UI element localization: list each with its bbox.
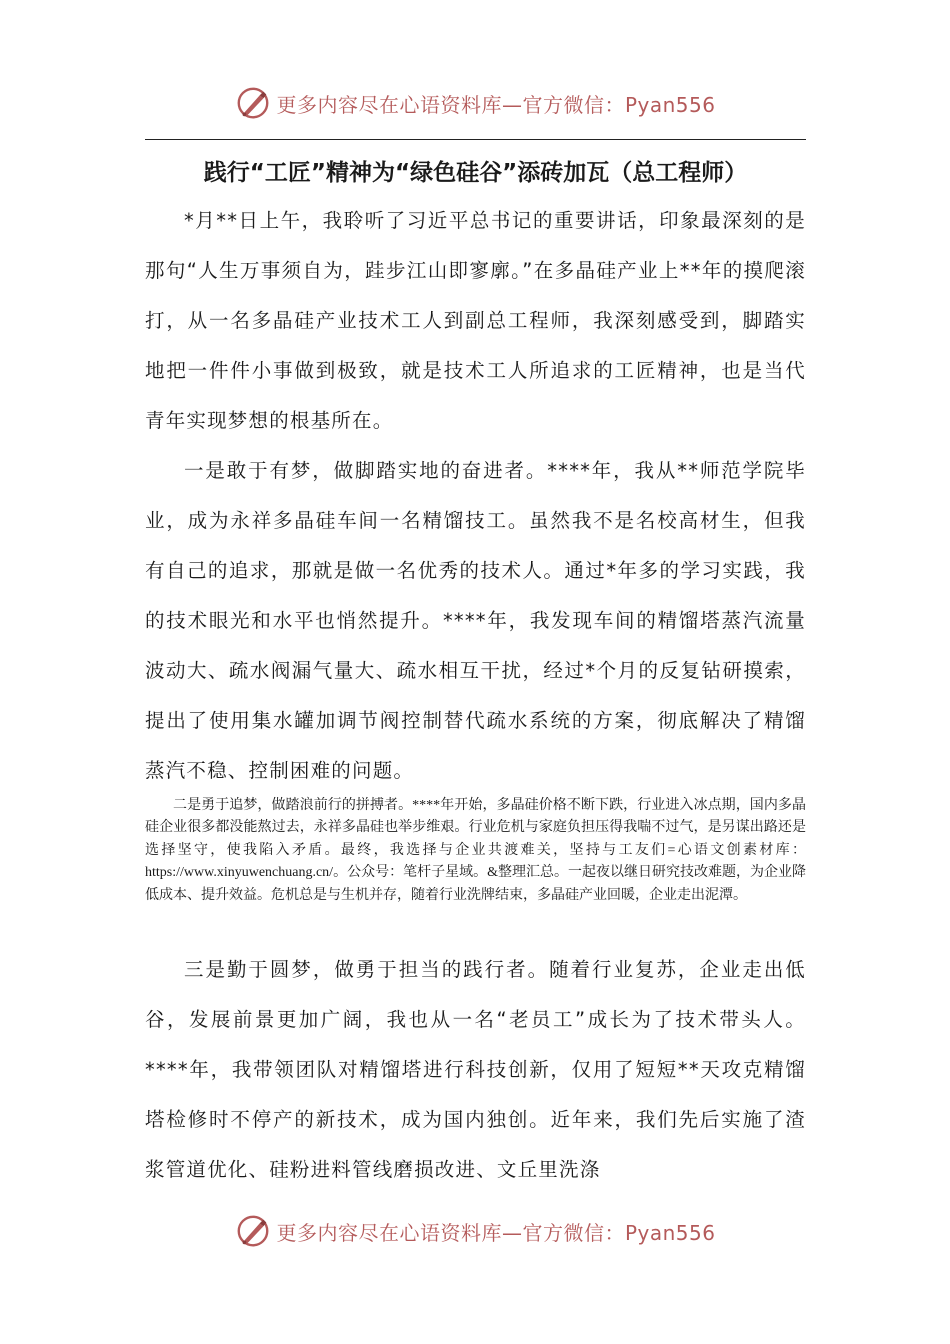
paragraph-fulfill: 三是勤于圆梦，做勇于担当的践行者。随着行业复苏，企业走出低谷，发展前景更加广阔，我也从一名“老员工”成长为了技术带头人。****年，我带领团队对精馏塔进行科技创新，仅用了短短**天攻克精馏塔检修时不停产的新技术，成为国内独创。近年来，我们先后实施了渣浆管道优化、硅粉进料管线磨损改进、文丘里洗涤 [145,958,806,1181]
document-title: 践行“工匠”精神为“绿色硅谷”添砖加瓦（总工程师） [203,160,748,186]
paragraph-dream: 一是敢于有梦，做脚踏实地的奋进者。****年，我从**师范学院毕业，成为永祥多晶硅车间一名精馏技工。虽然我不是名校高材生，但我有自己的追求，那就是做一名优秀的技术人。通过*年多的学习实践，我的技术眼光和水平也悄然提升。****年，我发现车间的精馏塔蒸汽流量波动大、疏水阀漏气量大、疏水相互干扰，经过*个月的反复钻研摸索，提出了使用集水罐加调节阀控制替代疏水系统的方案，彻底解决了精馏蒸汽不稳、控制困难的问题。 [145,459,806,782]
paragraph-pursue: 二是勇于追梦，做踏浪前行的拼搏者。****年开始，多晶硅价格不断下跌，行业进入冰点期，国内多晶硅企业很多都没能熬过去，永祥多晶硅也举步维艰。行业危机与家庭负担压得我喘不过气，是另谋出路还是选择坚守，使我陷入矛盾。最终，我选择与企业共渡难关，坚持与工友们=心语文创素材库：https://www.xinyuwenchuang.cn/。公众号：笔杆子星域。&整理汇总。一起夜以继日研究技改难题，为企业降低成本、提升效益。危机总是与生机并存，随着行业洗牌结束，多晶硅产业回暖，企业走出泥潭。 [145,798,806,903]
header-divider [145,139,806,140]
pen-logo-icon [234,84,272,122]
footer-banner [0,1206,950,1256]
paragraph-intro: *月**日上午，我聆听了习近平总书记的重要讲话，印象最深刻的是那句“人生万事须自为，跬步江山即寥廓。”在多晶硅产业上**年的摸爬滚打，从一名多晶硅产业技术工人到副总工程师，我深刻感受到，脚踏实地把一件件小事做到极致，就是技术工人所追求的工匠精神，也是当代青年实现梦想的根基所在。 [145,209,806,432]
header-banner [0,78,950,128]
header-banner-text: 更多内容尽在心语资料库—官方微信：Pyan556 [276,92,716,117]
pen-logo-icon [234,1212,272,1250]
footer-banner-text: 更多内容尽在心语资料库—官方微信：Pyan556 [276,1220,716,1245]
